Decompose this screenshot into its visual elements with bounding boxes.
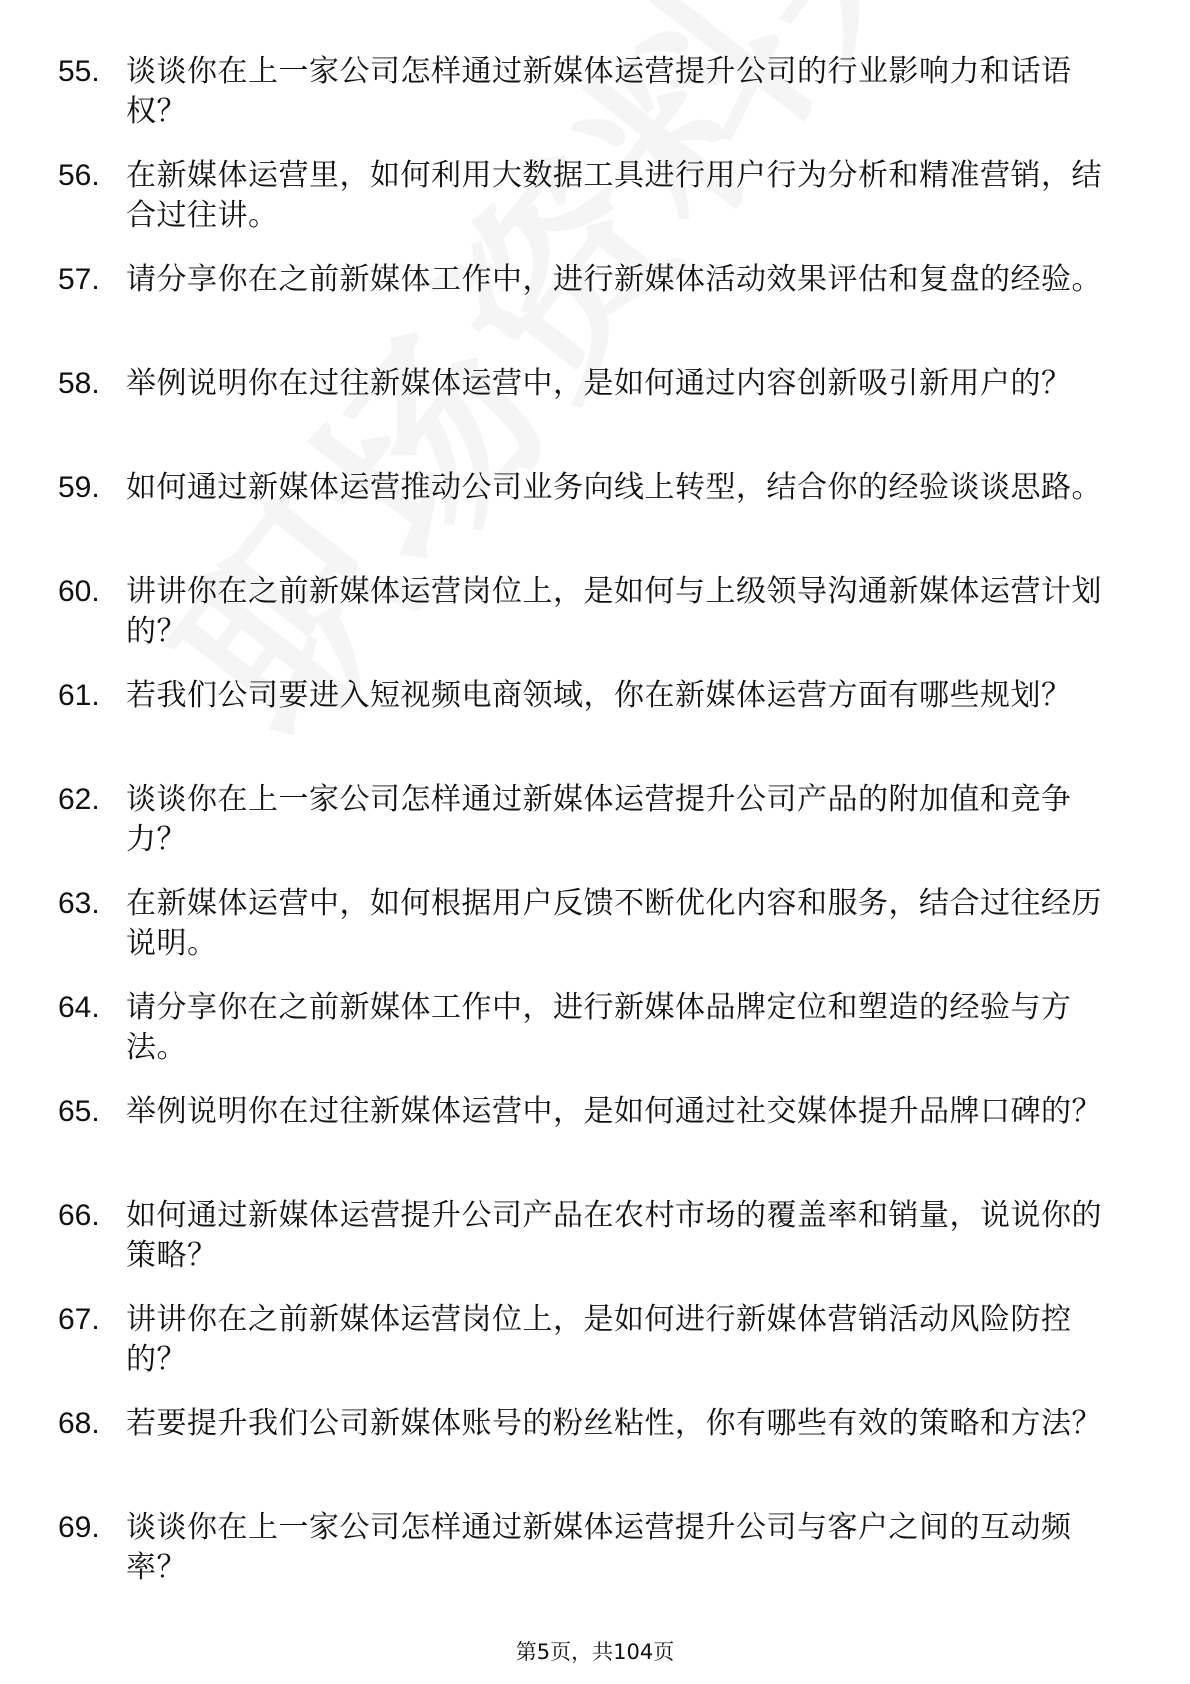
list-item: [58, 52, 1118, 156]
question-number: 58.: [58, 367, 100, 400]
question-text: 讲讲你在之前新媒体运营岗位上，是如何进行新媒体营销活动风险防控的？: [126, 1302, 1072, 1377]
question-text: 谈谈你在上一家公司怎样通过新媒体运营提升公司的行业影响力和话语权？: [126, 54, 1072, 129]
question-text: 谈谈你在上一家公司怎样通过新媒体运营提升公司与客户之间的互动频率？: [126, 1510, 1072, 1585]
page-footer: 第5页，共104页: [515, 1640, 675, 1664]
question-text: 如何通过新媒体运营推动公司业务向线上转型，结合你的经验谈谈思路。: [126, 470, 1102, 505]
question-text: 举例说明你在过往新媒体运营中，是如何通过内容创新吸引新用户的？: [126, 366, 1072, 401]
question-number: 63.: [58, 887, 100, 920]
question-number: 59.: [58, 471, 100, 504]
question-text: 举例说明你在过往新媒体运营中，是如何通过社交媒体提升品牌口碑的？: [126, 1094, 1102, 1129]
question-number: 68.: [58, 1407, 100, 1440]
list-item: [58, 1508, 1118, 1612]
list-item: [58, 1404, 1118, 1508]
list-item: [58, 364, 1118, 468]
question-number: 60.: [58, 575, 100, 608]
question-text: 谈谈你在上一家公司怎样通过新媒体运营提升公司产品的附加值和竞争力？: [126, 782, 1072, 857]
question-number: 55.: [58, 55, 100, 88]
question-number: 61.: [58, 679, 100, 712]
question-text: 在新媒体运营中，如何根据用户反馈不断优化内容和服务，结合过往经历说明。: [126, 886, 1102, 961]
question-text: 在新媒体运营里，如何利用大数据工具进行用户行为分析和精准营销，结合过往讲。: [126, 158, 1102, 233]
question-text: 请分享你在之前新媒体工作中，进行新媒体品牌定位和塑造的经验与方法。: [126, 990, 1072, 1065]
question-number: 64.: [58, 991, 100, 1024]
question-text: 讲讲你在之前新媒体运营岗位上，是如何与上级领导沟通新媒体运营计划的？: [126, 574, 1102, 649]
question-text: 若要提升我们公司新媒体账号的粉丝粘性，你有哪些有效的策略和方法？: [126, 1406, 1102, 1441]
question-text: 若我们公司要进入短视频电商领域，你在新媒体运营方面有哪些规划？: [126, 678, 1072, 713]
question-text: 请分享你在之前新媒体工作中，进行新媒体活动效果评估和复盘的经验。: [126, 262, 1102, 297]
list-item: [58, 468, 1118, 572]
list-item: [58, 988, 1118, 1092]
list-item: [58, 1300, 1118, 1404]
list-item: [58, 156, 1118, 260]
question-number: 69.: [58, 1511, 100, 1544]
list-item: [58, 780, 1118, 884]
list-item: [58, 572, 1118, 676]
list-item: [58, 1092, 1118, 1196]
list-item: [58, 260, 1118, 364]
question-number: 57.: [58, 263, 100, 296]
question-number: 56.: [58, 159, 100, 192]
question-number: 65.: [58, 1095, 100, 1128]
list-item: [58, 676, 1118, 780]
question-number: 62.: [58, 783, 100, 816]
list-item: [58, 1196, 1118, 1300]
list-item: [58, 884, 1118, 988]
question-list: [58, 52, 1118, 1612]
question-number: 67.: [58, 1303, 100, 1336]
question-number: 66.: [58, 1199, 100, 1232]
question-text: 如何通过新媒体运营提升公司产品在农村市场的覆盖率和销量，说说你的策略？: [126, 1198, 1102, 1273]
